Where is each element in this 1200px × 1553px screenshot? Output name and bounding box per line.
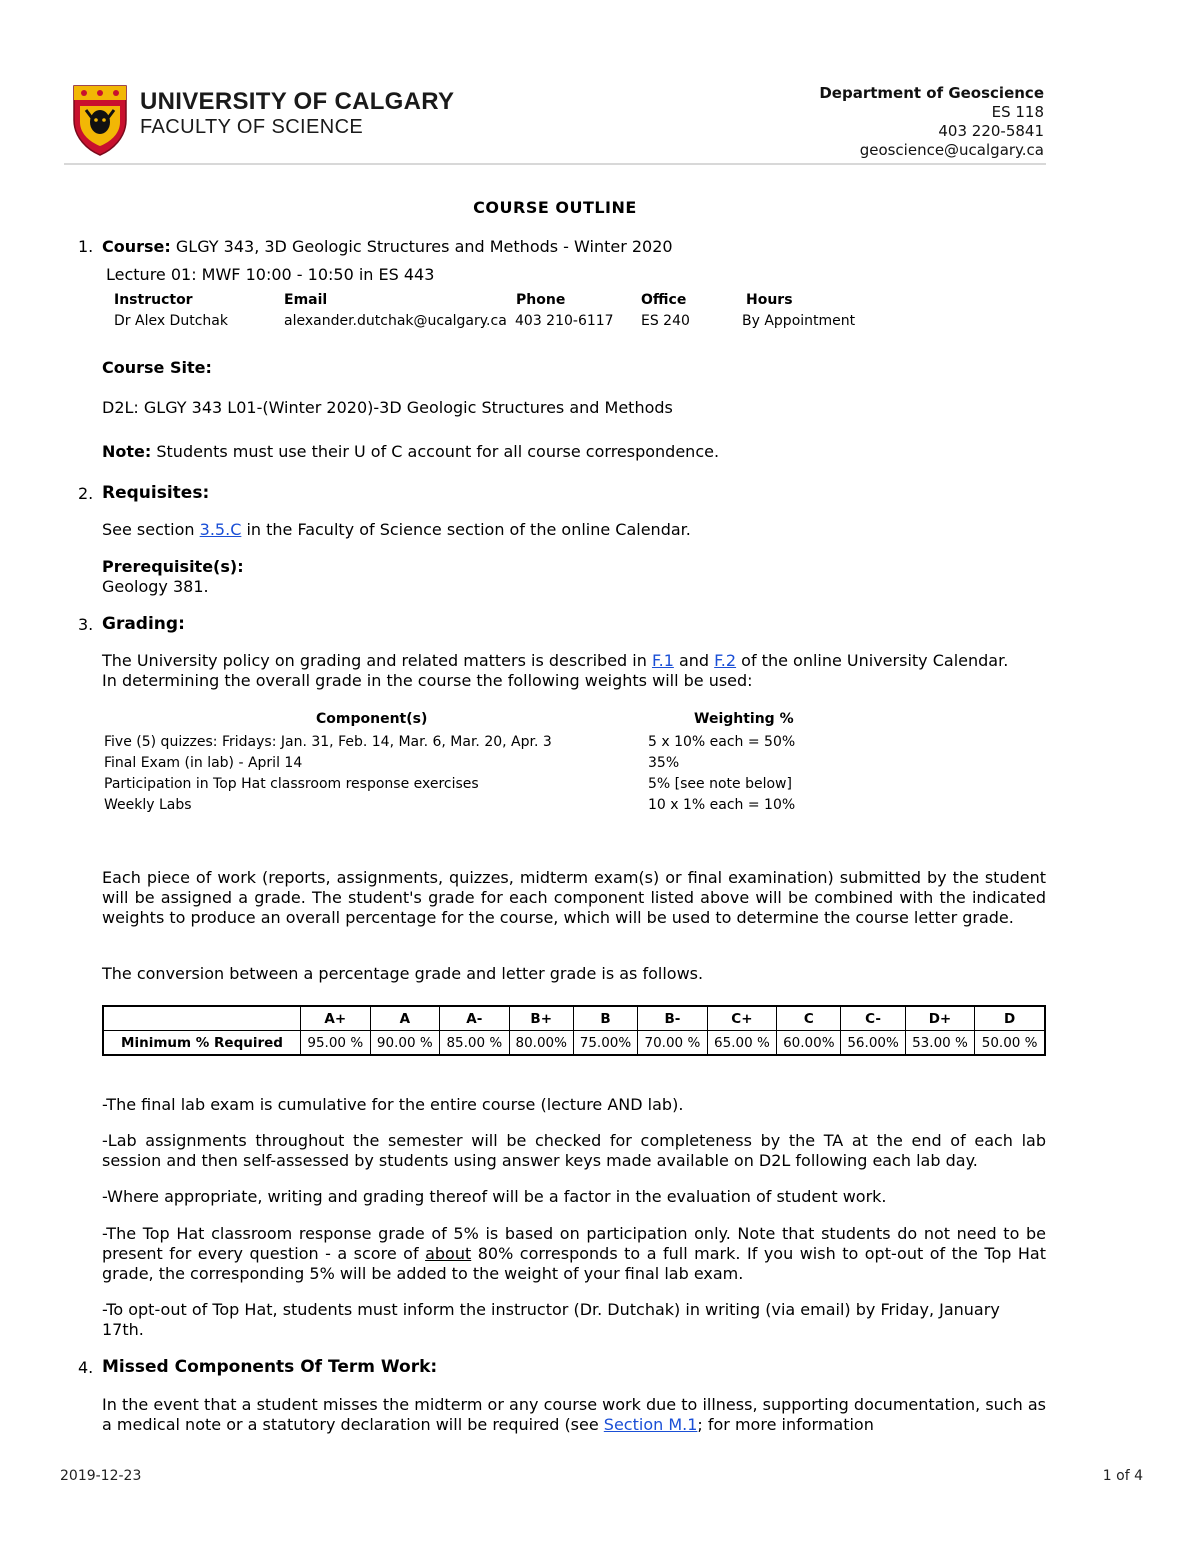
grade-minimum: 75.00% [573, 1031, 637, 1056]
writing-note: -Where appropriate, writing and grading thereof will be a factor in the evaluation of student work. [102, 1187, 887, 1206]
note-label: Note: [102, 442, 152, 461]
prerequisite-label: Prerequisite(s): [102, 557, 244, 576]
grade-minimum: 56.00% [841, 1031, 905, 1056]
grading-intro-line-2: In determining the overall grade in the course the following weights will be used: [102, 671, 753, 690]
course-label: Course: [102, 237, 171, 256]
header-divider [64, 163, 1046, 165]
section-1-number: 1. [78, 237, 94, 256]
grade-corner-cell [103, 1006, 301, 1031]
instructor-header-email: Email [284, 292, 328, 308]
footer-page-number: 1 of 4 [1102, 1468, 1143, 1484]
department-room: ES 118 [991, 103, 1044, 121]
missed-work-text-a: In the event that a student misses the midterm or any course work due to illness, supporting documentation, such as a medical note or a statutory declaration will be required (see [102, 1395, 1046, 1434]
university-name: UNIVERSITY OF CALGARY [140, 88, 455, 115]
weighting-header: Weighting % [694, 711, 794, 727]
instructor-office: ES 240 [641, 313, 690, 329]
see-section-post: in the Faculty of Science section of the online Calendar. [246, 520, 691, 539]
instructor-header-instructor: Instructor [114, 292, 193, 308]
course-line [102, 237, 673, 257]
section-3-5-c-link[interactable]: 3.5.C [199, 520, 242, 539]
component-weight: 5 x 10% each = 50% [648, 734, 796, 750]
missed-work-text-b: ; for more information [697, 1415, 874, 1434]
grade-minimum: 70.00 % [638, 1031, 708, 1056]
instructor-header-phone: Phone [516, 292, 566, 308]
department-contact [819, 84, 1044, 160]
section-2-heading: Requisites: [102, 483, 210, 503]
course-site-text: D2L: GLGY 343 L01-(Winter 2020)-3D Geologic Structures and Methods [102, 398, 673, 417]
grade-letter: C [777, 1006, 841, 1031]
section-4-heading: Missed Components Of Term Work: [102, 1357, 438, 1377]
grade-minimum: 50.00 % [975, 1031, 1045, 1056]
instructor-phone: 403 210-6117 [515, 313, 614, 329]
grade-conversion-table [102, 1005, 1046, 1056]
grading-intro-b: of the online University Calendar. [741, 651, 1009, 670]
page-title: COURSE OUTLINE [473, 198, 637, 217]
component-name: Weekly Labs [104, 797, 192, 813]
grade-letter: A- [440, 1006, 510, 1031]
component-weight: 5% [see note below] [648, 776, 792, 792]
requisites-text [102, 520, 691, 540]
note-line [102, 442, 719, 462]
grade-letter: B+ [509, 1006, 573, 1031]
grade-minimum: 65.00 % [707, 1031, 777, 1056]
grade-letter: C- [841, 1006, 905, 1031]
instructor-header-hours: Hours [746, 292, 793, 308]
course-text: GLGY 343, 3D Geologic Structures and Methods - Winter 2020 [175, 237, 673, 256]
grade-minimum: 95.00 % [301, 1031, 371, 1056]
top-hat-note-a: -The Top Hat classroom response grade of 5% is based on participation only. Note that students do not need to be present for every question - a score of [102, 1224, 1046, 1263]
components-header: Component(s) [316, 711, 428, 727]
instructor-name: Dr Alex Dutchak [114, 313, 228, 329]
grade-letter: A+ [301, 1006, 371, 1031]
component-weight: 35% [648, 755, 680, 771]
see-section-pre: See section [102, 520, 195, 539]
grade-minimum: 90.00 % [370, 1031, 440, 1056]
component-name: Final Exam (in lab) - April 14 [104, 755, 303, 771]
faculty-name: FACULTY OF SCIENCE [140, 116, 364, 138]
opt-out-note: -To opt-out of Top Hat, students must inform the instructor (Dr. Dutchak) in writing (via email) by Friday, January 17th. [102, 1300, 1000, 1339]
grade-letter-row [103, 1006, 1045, 1031]
instructor-header-office: Office [641, 292, 687, 308]
lab-exam-note: -The final lab exam is cumulative for the entire course (lecture AND lab). [102, 1095, 684, 1114]
department-phone: 403 220-5841 [938, 122, 1044, 140]
grade-letter: B [573, 1006, 637, 1031]
section-m1-link[interactable]: Section M.1 [603, 1415, 698, 1434]
conversion-intro: The conversion between a percentage grade and letter grade is as follows. [102, 964, 704, 983]
grade-letter: A [370, 1006, 440, 1031]
prerequisite-text: Geology 381. [102, 577, 209, 596]
missed-work-text [102, 1395, 1046, 1435]
grade-letter: B- [638, 1006, 708, 1031]
crest-icon [72, 84, 128, 156]
grading-intro-line-1 [102, 651, 1008, 671]
grade-minimum: 53.00 % [905, 1031, 975, 1056]
grade-minimum: 80.00% [509, 1031, 573, 1056]
component-weight: 10 x 1% each = 10% [648, 797, 796, 813]
f1-link[interactable]: F.1 [651, 651, 674, 670]
grade-minimum: 85.00 % [440, 1031, 510, 1056]
footer-date: 2019-12-23 [60, 1468, 142, 1484]
top-hat-note-about: about [425, 1244, 472, 1263]
grade-minimum: 60.00% [777, 1031, 841, 1056]
lab-assignments-note: -Lab assignments throughout the semester will be checked for completeness by the TA at the end of each lab session and then self-assessed by students using answer keys made available on D2L following each lab day. [102, 1131, 1046, 1170]
department-email[interactable]: geoscience@ucalgary.ca [859, 141, 1044, 159]
section-3-number: 3. [78, 615, 94, 634]
section-3-heading: Grading: [102, 614, 185, 634]
department-name: Department of Geoscience [819, 84, 1044, 102]
grading-intro-and: and [678, 651, 710, 670]
grade-letter: D+ [905, 1006, 975, 1031]
university-crest-logo [72, 84, 128, 160]
top-hat-note [102, 1224, 1046, 1284]
lecture-line: Lecture 01: MWF 10:00 - 10:50 in ES 443 [106, 265, 435, 284]
grade-minimum-row [103, 1031, 1045, 1056]
instructor-hours: By Appointment [742, 313, 856, 329]
minimum-required-label: Minimum % Required [103, 1031, 301, 1056]
course-site-label: Course Site: [102, 358, 212, 377]
grade-letter: D [975, 1006, 1045, 1031]
section-2-number: 2. [78, 484, 94, 503]
section-4-number: 4. [78, 1358, 94, 1377]
instructor-email[interactable]: alexander.dutchak@ucalgary.ca [284, 313, 507, 329]
note-text: Students must use their U of C account for all course correspondence. [156, 442, 720, 461]
component-name: Five (5) quizzes: Fridays: Jan. 31, Feb. 14, Mar. 6, Mar. 20, Apr. 3 [104, 734, 552, 750]
grade-letter: C+ [707, 1006, 777, 1031]
top-hat-note-b: 80% corresponds to a full mark. If you wish to opt-out of the Top Hat grade, the corresponding 5% will be added to the weight of your final lab exam. [102, 1244, 1046, 1283]
component-name: Participation in Top Hat classroom response exercises [104, 776, 479, 792]
grading-paragraph: Each piece of work (reports, assignments, quizzes, midterm exam(s) or final examination) submitted by the student will be assigned a grade. The student's grade for each component listed above will be combined with the indicated weights to produce an overall percentage for the course, which will be used to determine the course letter grade. [102, 868, 1046, 927]
grading-intro-a: The University policy on grading and related matters is described in [102, 651, 647, 670]
f2-link[interactable]: F.2 [714, 651, 737, 670]
